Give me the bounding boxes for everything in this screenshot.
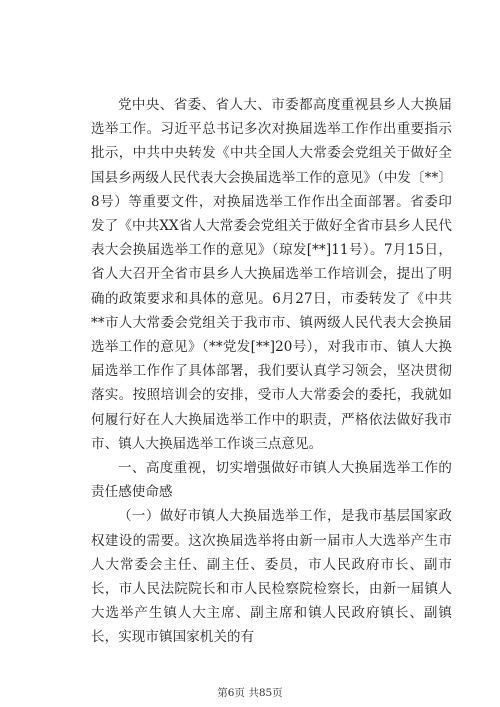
section-heading: 一、高度重视，切实增强做好市镇人大换届选举工作的责任感使命感 [91, 460, 452, 501]
document-body [91, 93, 452, 650]
paragraph-subsection-1: （一）做好市镇人大换届选举工作，是我市基层国家政权建设的需要。这次换届选举将由新一届市人大选举产生市人大常委会主任、副主任、委员，市人民政府市长、副市长，市人民法院院长和市人民检察院检察长，由新一届镇人大选举产生镇人大主席、副主席和镇人民政府镇长、副镇长，实现市镇国家机关的有 [91, 508, 452, 646]
page-footer: 第6页 共85页 [217, 687, 283, 699]
paragraph-intro: 党中央、省委、省人大、市委都高度重视县乡人大换届选举工作。习近平总书记多次对换届选举工作作出重要指示批示，中共中央转发《中共全国人大常委会党组关于做好全国县乡两级人民代表大会换届选举工作的意见》（中发〔**〕8号）等重要文件，对换届选举工作作出全面部署。省委印发了《中共XX省人大常委会党组关于做好全省市县乡人民代表大会换届选举工作的意见》（琼发[**]11号）。7月15日，省人大召开全省市县乡人大换届选举工作培训会，提出了明确的政策要求和具体的意见。6月27日，市委转发了《中共**市人大常委会党组关于我市市、镇两级人民代表大会换届选举工作的意见》（**党发[**]20号），对我市市、镇人大换届选举工作作了具体部署，我们要认真学习领会，坚决贯彻落实。按照培训会的安排，受市人大常委会的委托，我就如何履行好在人大换届选举工作中的职责，严格依法做好我市市、镇人大换届选举工作谈三点意见。 [91, 97, 452, 452]
